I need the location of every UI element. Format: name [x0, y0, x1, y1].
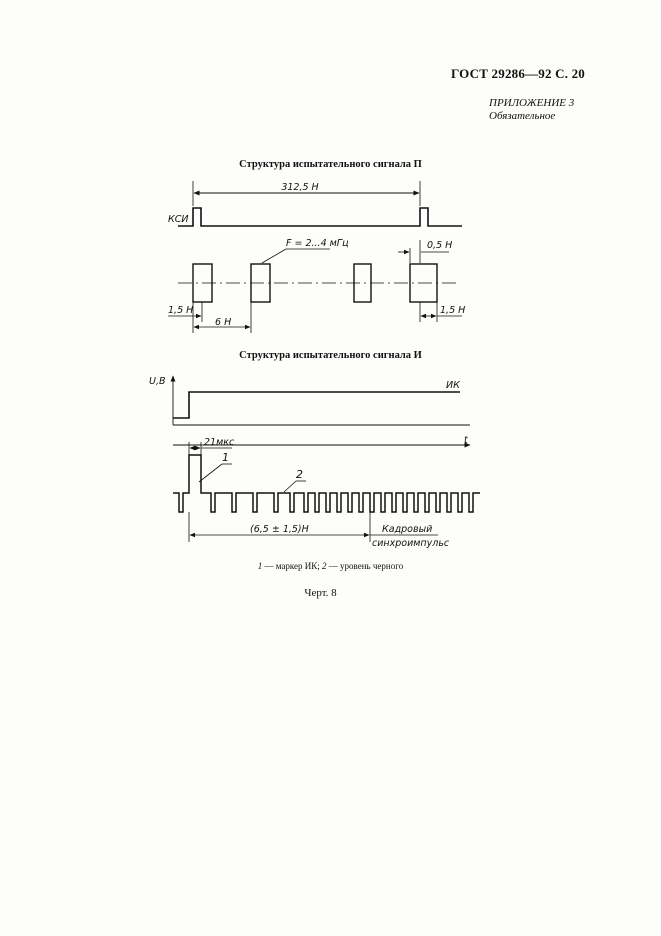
figure-top-drawing: [168, 181, 465, 333]
callout-2-label: 2: [296, 468, 303, 481]
appendix-number: ПРИЛОЖЕНИЕ 3: [489, 97, 575, 109]
sync-label-line1: Кадровый: [382, 524, 433, 535]
y-axis-label: U,B: [149, 376, 166, 387]
chart-caption: Черт. 8: [304, 587, 337, 599]
frequency-label: F = 2...4 мГц: [286, 238, 349, 249]
legend-number-1: 1: [257, 561, 263, 571]
width-dimension-label: 0,5 Н: [427, 240, 453, 251]
figure-top-title: Структура испытательного сигнала П: [239, 159, 422, 170]
callout-1-label: 1: [222, 451, 229, 464]
ik-signal-label: ИК: [446, 380, 460, 391]
ksi-signal-label: КСИ: [168, 214, 189, 225]
legend-text-1: — маркер ИК;: [262, 561, 323, 571]
appendix-status: Обязательное: [489, 110, 556, 122]
figure-bottom-drawing: [149, 376, 480, 549]
right-offset-label: 1,5 Н: [440, 305, 466, 316]
duration-label: (6,5 ± 1,5)Н: [250, 524, 309, 535]
figure-bottom-title: Структура испытательного сигнала И: [239, 350, 422, 361]
document-reference: ГОСТ 29286—92 С. 20: [451, 66, 585, 81]
marker-width-label: 21мкс: [204, 437, 235, 448]
legend-number-2: 2: [322, 561, 327, 571]
x-axis-label: t: [464, 435, 468, 446]
left-offset-label: 1,5 Н: [168, 305, 194, 316]
figure-legend: [0, 561, 661, 571]
legend-text-2: — уровень черного: [326, 561, 404, 571]
spacing-label: 6 Н: [215, 317, 232, 328]
sync-label-line2: синхроимпульс: [372, 538, 450, 549]
period-dimension-label: 312,5 Н: [281, 182, 319, 193]
